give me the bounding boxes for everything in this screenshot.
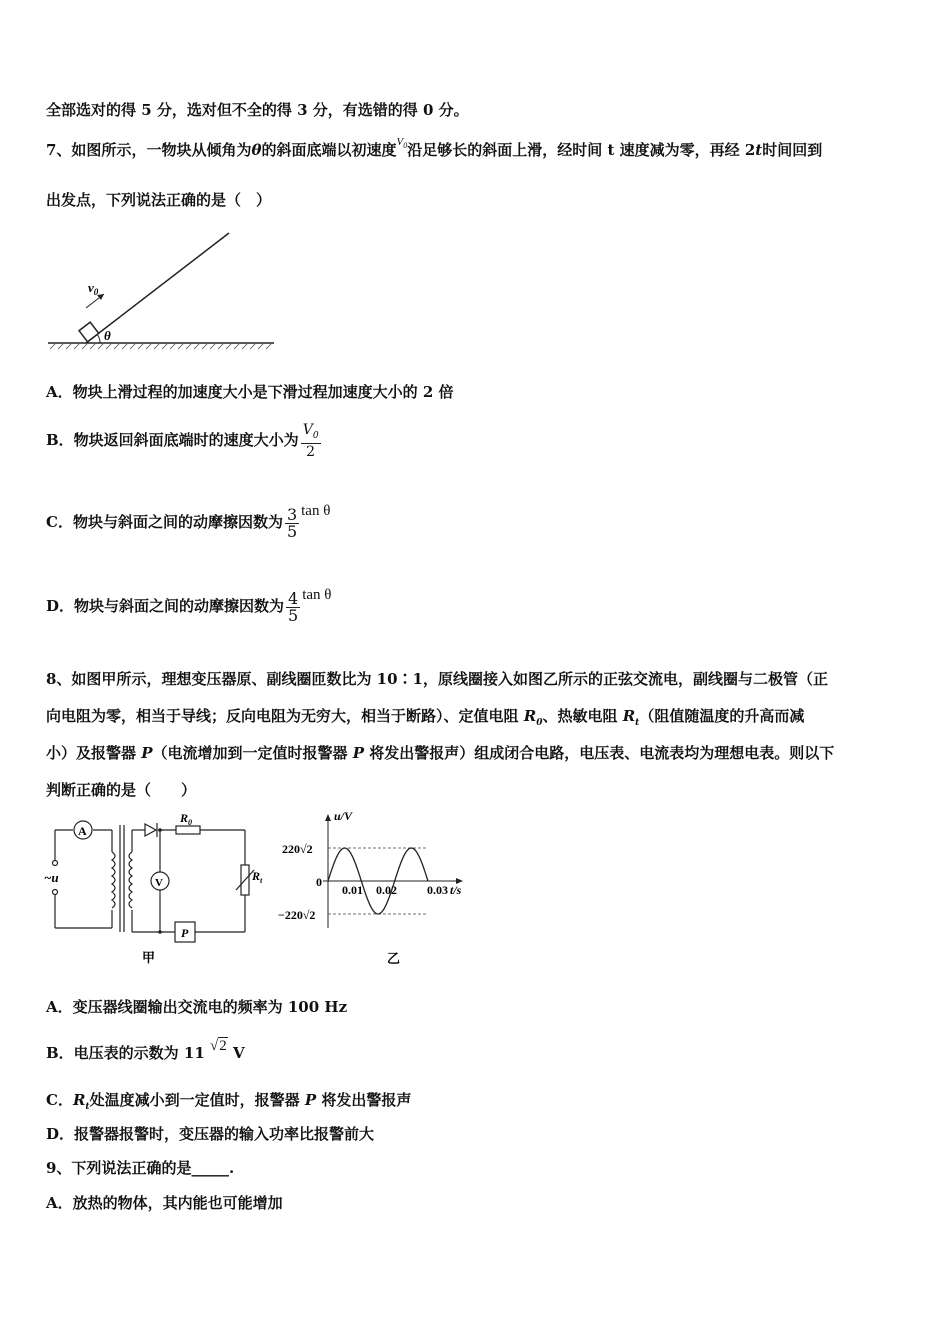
q8-stem-line4: 判断正确的是（ ） xyxy=(46,781,197,799)
ammeter-label: A xyxy=(78,824,87,838)
rt-label: $R_t$ xyxy=(252,869,263,885)
secondary-coil xyxy=(129,852,132,908)
terminal xyxy=(53,890,58,895)
r0-resistor xyxy=(176,826,200,834)
figure-caption-jia: 甲 xyxy=(142,950,156,965)
terminal xyxy=(53,861,58,866)
q8-stem-line2: 向电阻为零，相当于导线；反向电阻为无穷大，相当于断路）、定值电阻 $R_0$、热敏电阻 $R_t$（阻值随温度的升高而减 xyxy=(46,707,805,728)
q8-option-d: D．报警器报警时，变压器的输入功率比报警前大 xyxy=(46,1125,375,1143)
q9-option-a: A．放热的物体，其内能也可能增加 xyxy=(46,1194,283,1212)
theta-label: θ xyxy=(104,328,111,343)
x-axis-label: t/s xyxy=(450,883,462,897)
t-symbol: t xyxy=(755,141,763,159)
q8-option-c: C．$R_t$处温度减小到一定值时，报警器 P 将发出警报声 xyxy=(46,1091,412,1112)
fraction-v0-over-2: $\frac{V_0}{2}$ xyxy=(302,421,319,461)
fraction-4-5: $\frac{4}{5}$ xyxy=(288,588,299,625)
q7-option-c xyxy=(46,500,330,545)
incline-figure xyxy=(44,228,279,353)
q7-option-b xyxy=(46,420,323,460)
r0-label: $R_0$ xyxy=(180,811,193,827)
v0-label: $v_0$ xyxy=(88,280,99,297)
alarm-label: P xyxy=(181,926,189,940)
diode xyxy=(145,824,156,836)
q7-option-a: A．物块上滑过程的加速度大小是下滑过程加速度大小的 2 倍 xyxy=(46,383,454,401)
rt-symbol: $R_t$ xyxy=(72,1091,90,1112)
y-axis-label: u/V xyxy=(334,809,353,823)
q7-text: 沿足够长的斜面上滑，经时间 t 速度减为零，再经 2 xyxy=(407,141,756,159)
q9-stem: 9、下列说法正确的是_____. xyxy=(46,1159,235,1177)
circuit-figure xyxy=(40,810,265,970)
q7-stem-line1 xyxy=(46,136,823,166)
q8-stem-line3: 小）及报警器 P（电流增加到一定值时报警器 P 将发出警报声）组成闭合电路，电压表、电流表均为理想电表。则以下 xyxy=(46,744,835,762)
p-symbol: P xyxy=(352,744,365,762)
option-b-text: B．物块返回斜面底端时的速度大小为 xyxy=(46,431,299,449)
rt-symbol: $R_t$ xyxy=(622,707,640,728)
fraction-3-5: $\frac{3}{5}$ xyxy=(286,504,298,541)
source-label: ~u xyxy=(44,870,59,885)
option-c-text: C．物块与斜面之间的动摩擦因数为 xyxy=(46,513,283,531)
tan-theta: tan θ xyxy=(301,503,331,519)
voltmeter-label: V xyxy=(155,877,163,889)
q7-text: 7、如图所示，一物块从倾角为 xyxy=(46,141,252,159)
tick-label: 0.03 xyxy=(427,883,448,897)
theta-symbol: θ xyxy=(251,141,262,159)
angle-arc xyxy=(97,334,100,343)
origin-label: 0 xyxy=(316,875,322,889)
tick-label: 0.02 xyxy=(376,883,397,897)
q7-option-d xyxy=(46,584,331,629)
q8-option-a: A．变压器线圈输出交流电的频率为 100 Hz xyxy=(46,998,348,1016)
q7-text: 的斜面底端以初速度 xyxy=(261,141,397,159)
v0-symbol: V0 xyxy=(396,136,408,151)
sqrt-2: √2 xyxy=(210,1038,227,1054)
ground-hatch xyxy=(50,343,272,349)
q7-text: 时间回到 xyxy=(762,141,823,159)
option-d-text: D．物块与斜面之间的动摩擦因数为 xyxy=(46,597,285,615)
q8-stem-line1: 8、如图甲所示，理想变压器原、副线圈匝数比为 10∶1，原线圈接入如图乙所示的正弦交流电，副线圈与二极管（正 xyxy=(46,670,828,688)
peak-label: 220√2 xyxy=(282,842,313,856)
primary-coil xyxy=(112,852,115,908)
figure-caption-yi: 乙 xyxy=(387,951,401,966)
tan-theta: tan θ xyxy=(302,587,332,603)
r0-symbol: $R_0$ xyxy=(523,707,543,728)
q8-option-b: B．电压表的示数为 11 √2 V xyxy=(46,1038,245,1062)
q7-stem-line2: 出发点，下列说法正确的是（ ） xyxy=(46,191,272,209)
incline-line xyxy=(86,233,229,343)
tick-label: 0.01 xyxy=(342,883,363,897)
trough-label: −220√2 xyxy=(278,908,316,922)
scoring-note: 全部选对的得 5 分，选对但不全的得 3 分，有选错的得 0 分。 xyxy=(46,101,469,119)
voltage-graph xyxy=(278,808,478,968)
block xyxy=(79,322,99,342)
p-symbol: P xyxy=(141,744,153,762)
p-symbol: P xyxy=(304,1091,317,1109)
